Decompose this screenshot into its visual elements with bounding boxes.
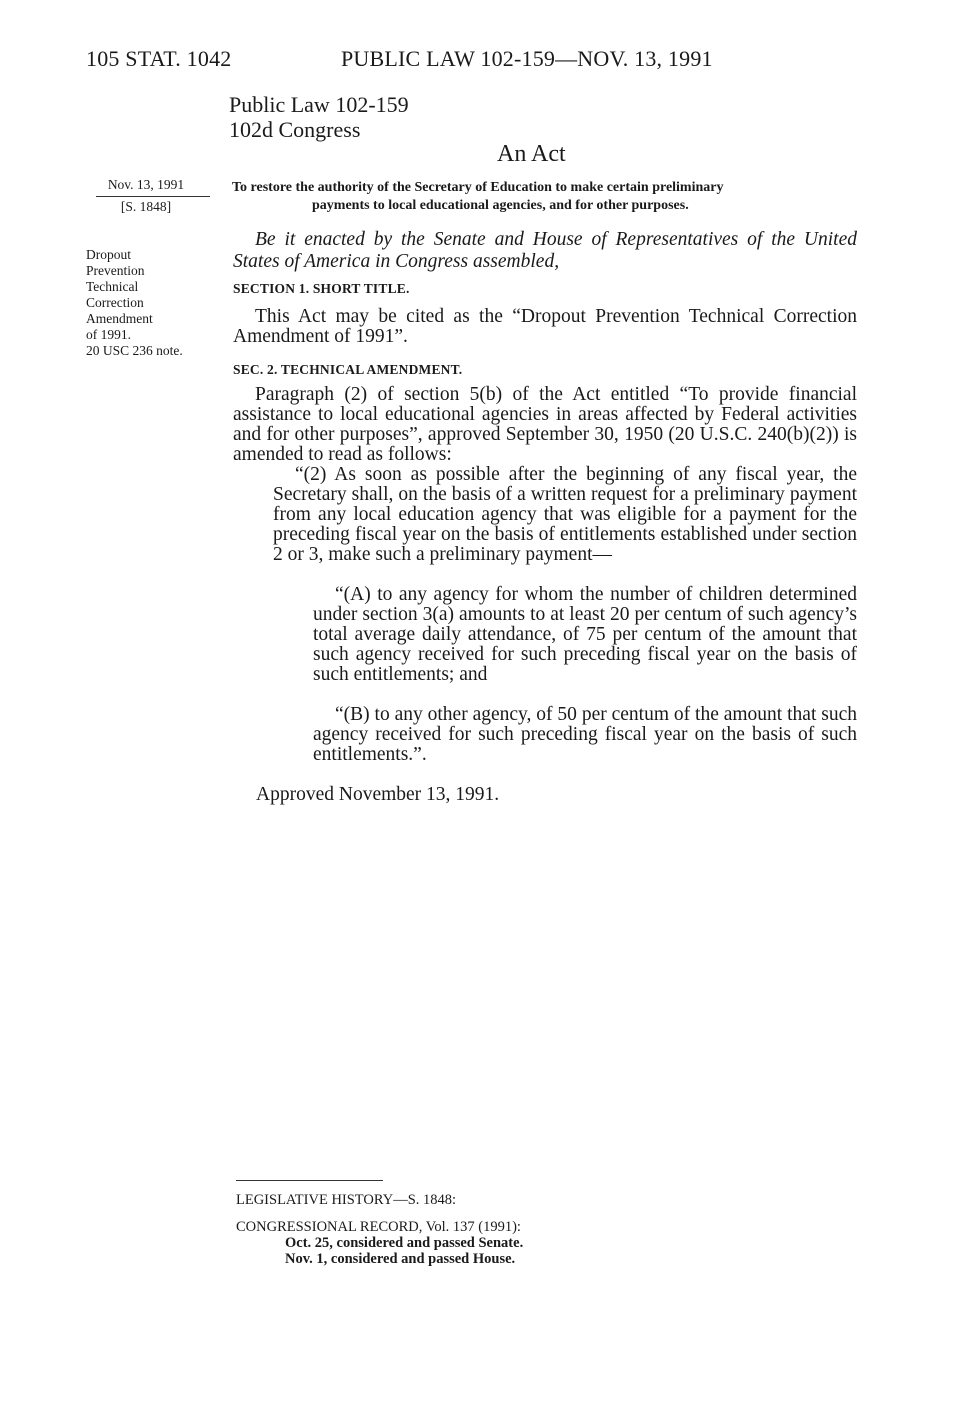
paragraph-2: “(2) As soon as possible after the beginning of any fiscal year, the Secretary shall, on the basis of a written request for a preliminary payment from any local education agency that was eligible for a payment for the preceding fiscal year on the basis of entitlements established under section 2 or 3, make such a preliminary payment— — [273, 464, 857, 565]
page-citation: 105 STAT. 1042 — [86, 46, 232, 71]
running-head: PUBLIC LAW 102-159—NOV. 13, 1991 — [341, 46, 713, 71]
margin-note-line: Dropout — [86, 247, 131, 262]
margin-date: Nov. 13, 1991 — [107, 177, 185, 192]
margin-note-line: Amendment — [86, 311, 153, 326]
enacting-clause: Be it enacted by the Senate and House of Representatives of the United States of America in Congress assembled, — [233, 229, 857, 272]
purpose-line-2: payments to local educational agencies, and for other purposes. — [312, 198, 689, 213]
subparagraph-b: “(B) to any other agency, of 50 per centum of the amount that such agency received for such preceding fiscal year on the basis of such entitlements.”. — [313, 704, 857, 765]
margin-bill-number: [S. 1848] — [120, 199, 172, 214]
footnote-rule — [236, 1180, 383, 1181]
congress-number: 102d Congress — [229, 117, 361, 142]
subparagraph-a: “(A) to any agency for whom the number of children determined under section 3(a) amounts to at least 20 per centum of such agency’s total average daily attendance, of 75 per centum of the amount that such agency received for such preceding fiscal year on the basis of such entitlements; and — [313, 584, 857, 685]
purpose-clause — [232, 179, 858, 215]
section-1-text: This Act may be cited as the “Dropout Prevention Technical Correction Amendment of 1991”. — [233, 306, 857, 347]
section-1-heading: SECTION 1. SHORT TITLE. — [233, 281, 410, 296]
approval-date: Approved November 13, 1991. — [256, 784, 500, 805]
margin-note-line: Prevention — [86, 263, 145, 278]
margin-note-line: 20 USC 236 note. — [86, 343, 183, 358]
purpose-line-1: To restore the authority of the Secretary of Education to make certain preliminary — [232, 180, 724, 195]
an-act-heading: An Act — [497, 141, 566, 167]
margin-note-line: Correction — [86, 295, 144, 310]
history-entry: Nov. 1, considered and passed House. — [285, 1251, 516, 1267]
margin-note-line: Technical — [86, 279, 139, 294]
legislative-history-heading: LEGISLATIVE HISTORY—S. 1848: — [236, 1192, 457, 1208]
margin-note-line: of 1991. — [86, 327, 131, 342]
section-2-heading: SEC. 2. TECHNICAL AMENDMENT. — [233, 362, 463, 377]
public-law-number: Public Law 102-159 — [229, 92, 409, 117]
section-2-intro: Paragraph (2) of section 5(b) of the Act entitled “To provide financial assistance to local educational agencies in areas affected by Federal activities and for other purposes”, approved September 30, 1950 (20 U.S.C. 240(b)(2)) is amended to read as follows: — [233, 384, 857, 465]
margin-note — [86, 247, 183, 359]
margin-rule — [96, 196, 210, 197]
congressional-record: CONGRESSIONAL RECORD, Vol. 137 (1991): — [236, 1219, 521, 1235]
history-entry: Oct. 25, considered and passed Senate. — [285, 1235, 524, 1251]
